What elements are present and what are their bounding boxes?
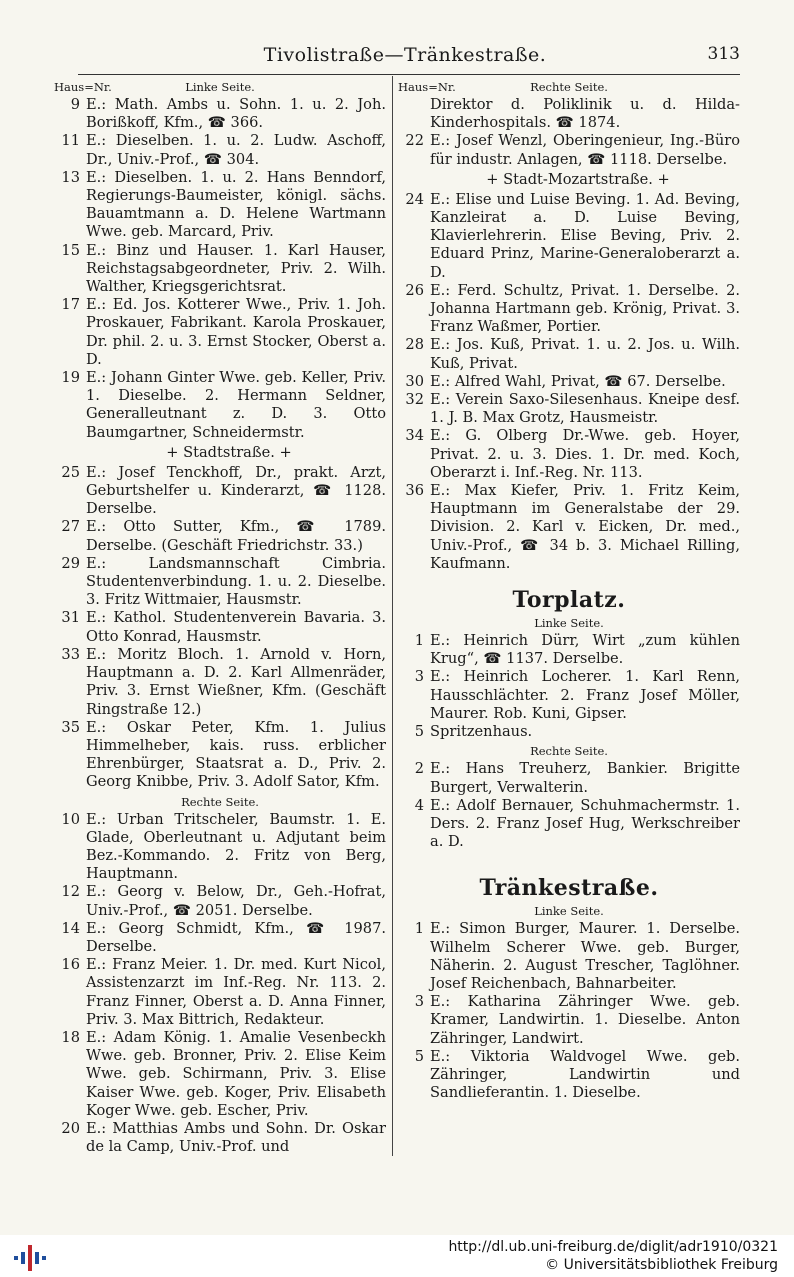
address-entry: [398, 723, 740, 741]
side-label: Rechte Seite.: [181, 794, 259, 809]
address-entry: [398, 282, 740, 337]
entry-text: E.: Moritz Bloch. 1. Arnold v. Horn, Hauptmann a. D. 2. Karl Allmenräder, Priv. 3. Ernst Wießner, Kfm. (Geschäft Ringstraße 12.): [86, 645, 386, 718]
house-number: 25: [61, 463, 80, 481]
address-entry: [54, 1120, 386, 1156]
house-number: 26: [405, 281, 424, 299]
address-entry: [54, 132, 386, 168]
source-url-link[interactable]: http://dl.ub.uni-freiburg.de/diglit/adr1910/0321: [448, 1239, 778, 1255]
entries-b: [398, 191, 740, 573]
entry-text: E.: Viktoria Waldvogel Wwe. geb. Zähringer, Landwirtin und Sandlieferantin. 1. Dieselbe.: [430, 1047, 740, 1102]
entries-c: [54, 811, 386, 1157]
spacer: [398, 851, 740, 861]
house-number-label: Haus=Nr.: [54, 80, 112, 94]
address-entry: [398, 336, 740, 372]
address-entry: [398, 482, 740, 573]
address-entry: [54, 242, 386, 297]
entry-text: E.: Franz Meier. 1. Dr. med. Kurt Nicol, Assistenzarzt im Inf.-Reg. Nr. 113. 2. Franz Finner, Oberst a. D. Anna Finner, Priv. 3. Max Bittrich, Redakteur.: [86, 956, 386, 1028]
entries-b: [54, 464, 386, 792]
house-number: 31: [61, 609, 80, 627]
address-entry: [54, 96, 386, 132]
address-entry: [54, 1029, 386, 1120]
traenkestrasse-left-entries: [398, 920, 740, 1102]
entry-text: E.: Jos. Kuß, Privat. 1. u. 2. Jos. u. Wilh. Kuß, Privat.: [430, 336, 740, 372]
entry-text: E.: Math. Ambs u. Sohn. 1. u. 2. Joh. Borißkoff, Kfm., ☎ 366.: [86, 96, 386, 132]
house-number: 3: [414, 668, 424, 686]
house-number: 36: [405, 482, 424, 500]
address-entry: [398, 632, 740, 668]
continuation-text: Direktor d. Poliklinik u. d. Hilda-Kinderhospitals. ☎ 1874.: [430, 96, 740, 132]
house-number: 24: [405, 190, 424, 208]
entry-text: E.: Josef Wenzl, Oberingenieur, Ing.-Büro für industr. Anlagen, ☎ 1118. Derselbe.: [430, 132, 740, 168]
entry-text: E.: Binz und Hauser. 1. Karl Hauser, Reichstagsabgeordneter, Priv. 2. Wilh. Walther, Kriegsgerichtsrat.: [86, 241, 386, 296]
address-entry: [54, 555, 386, 610]
ub-freiburg-logo-icon: [12, 1243, 52, 1273]
column-divider: [392, 76, 393, 1156]
house-number: 13: [61, 168, 80, 186]
house-number-label: Haus=Nr.: [398, 80, 456, 94]
entry-text: E.: Otto Sutter, Kfm., ☎ 1789. Derselbe. (Geschäft Friedrichstr. 33.): [86, 518, 386, 554]
address-entry: [398, 191, 740, 282]
house-number: 35: [61, 718, 80, 736]
viewer-footer: [0, 1235, 794, 1277]
column-heading: [54, 78, 386, 96]
entry-text: E.: Elise und Luise Beving. 1. Ad. Beving, Kanzleirat a. D. Luise Beving, Klavierlehrerin. Elise Beving, Priv. 2. Eduard Prinz, Marine-Generaloberarzt a. D.: [430, 190, 740, 281]
entry-text: E.: Heinrich Locherer. 1. Karl Renn, Hausschlächter. 2. Franz Josef Möller, Maurer. Rob. Kuni, Gipser.: [430, 668, 740, 722]
header-rule: [78, 74, 740, 75]
entry-text: E.: Matthias Ambs und Sohn. Dr. Oskar de la Camp, Univ.-Prof. und: [86, 1119, 386, 1156]
house-number: 19: [61, 369, 80, 387]
torplatz-right-entries: [398, 760, 740, 851]
entries-a: [54, 96, 386, 442]
side-label: Rechte Seite.: [530, 80, 608, 94]
house-number: 27: [61, 518, 80, 536]
address-entry: [54, 369, 386, 442]
entry-text: E.: Urban Tritscheler, Baumstr. 1. E. Glade, Oberleutnant u. Adjutant beim Bez.-Kommando. 2. Fritz von Berg, Hauptmann.: [86, 810, 386, 883]
left-column: [54, 78, 386, 1156]
side-label: Linke Seite.: [534, 616, 604, 631]
address-entry: [398, 797, 740, 852]
house-number: 1: [414, 632, 424, 650]
entry-text: E.: G. Olberg Dr.-Wwe. geb. Hoyer, Privat. 2. u. 3. Dies. 1. Dr. med. Koch, Oberarzt i. Inf.-Reg. Nr. 113.: [430, 427, 740, 481]
section-title-torplatz: Torplatz.: [512, 587, 626, 614]
house-number: 15: [61, 241, 80, 259]
entry-text: E.: Dieselben. 1. u. 2. Hans Benndorf, Regierungs-Baumeister, königl. sächs. Bauamtmann a. D. Helene Wartmann Wwe. geb. Marcard, Priv.: [86, 168, 386, 241]
house-number: 12: [61, 883, 80, 901]
copyright-notice: © Universitätsbibliothek Freiburg: [545, 1257, 778, 1273]
house-number: 22: [405, 132, 424, 150]
entry-text: E.: Dieselben. 1. u. 2. Ludw. Aschoff, Dr., Univ.-Prof., ☎ 304.: [86, 132, 386, 168]
entry-text: E.: Ed. Jos. Kotterer Wwe., Priv. 1. Joh. Proskauer, Fabrikant. Karola Proskauer, Dr. phil. 2. u. 3. Ernst Stocker, Oberst a. D.: [86, 296, 386, 368]
address-entry: [54, 920, 386, 956]
address-entry: [398, 391, 740, 427]
entry-text: E.: Simon Burger, Maurer. 1. Derselbe. Wilhelm Scherer Wwe. geb. Burger, Näherin. 2. August Trescher, Taglöhner. Josef Reichenbach, Bahnarbeiter.: [430, 920, 740, 992]
address-entry: [54, 609, 386, 645]
right-column: [398, 78, 740, 1102]
address-entry: [398, 1048, 740, 1103]
address-entry: [398, 132, 740, 168]
house-number: 4: [414, 796, 424, 814]
address-entry: [54, 169, 386, 242]
house-number: 16: [61, 956, 80, 974]
entry-text: E.: Oskar Peter, Kfm. 1. Julius Himmelheber, kais. russ. erblicher Ehrenbürger, Staatsrat a. D., Priv. 2. Georg Knibbe, Priv. 3. Adolf Sator, Kfm.: [86, 718, 386, 791]
house-number: 11: [61, 132, 80, 150]
entry-text: E.: Georg Schmidt, Kfm., ☎ 1987. Derselbe.: [86, 919, 386, 955]
side-label: Linke Seite.: [185, 80, 255, 94]
entry-text: E.: Georg v. Below, Dr., Geh.-Hofrat, Univ.-Prof., ☎ 2051. Derselbe.: [86, 883, 386, 919]
page-number: 313: [707, 44, 740, 64]
house-number: 34: [405, 427, 424, 445]
entry-text: E.: Ferd. Schultz, Privat. 1. Derselbe. 2. Johanna Hartmann geb. Krönig, Privat. 3. Franz Waßmer, Portier.: [430, 281, 740, 336]
column-heading: [398, 78, 740, 96]
cross-street-label: + Stadt-Mozartstraße. +: [486, 170, 670, 188]
address-entry: [54, 811, 386, 884]
house-number: 33: [61, 645, 80, 663]
address-entry: [54, 464, 386, 519]
entry-text: E.: Josef Tenckhoff, Dr., prakt. Arzt, Geburtshelfer u. Kinderarzt, ☎ 1128. Derselbe.: [86, 463, 386, 518]
house-number: 28: [405, 336, 424, 354]
entry-text: E.: Kathol. Studentenverein Bavaria. 3. Otto Konrad, Hausmstr.: [86, 609, 386, 645]
address-entry: [54, 646, 386, 719]
entry-text: Spritzenhaus.: [430, 723, 533, 741]
side-label: Linke Seite.: [534, 904, 604, 919]
address-entry: [398, 760, 740, 796]
running-title: Tivolistraße—Tränkestraße.: [263, 44, 547, 66]
cross-street-label: + Stadtstraße. +: [166, 443, 292, 461]
house-number: 9: [70, 96, 80, 113]
page-header: [70, 44, 740, 72]
address-entry: [398, 373, 740, 391]
entry-text: E.: Adam König. 1. Amalie Vesenbeckh Wwe. geb. Bronner, Priv. 2. Elise Keim Wwe. geb. Schirmann, Priv. 3. Elise Kaiser Wwe. geb. Koger, Priv. Elisabeth Koger Wwe. geb. Escher, Priv.: [86, 1028, 386, 1119]
section-title-traenkestrasse: Tränkestraße.: [479, 875, 659, 902]
house-number: 32: [405, 391, 424, 409]
entry-text: E.: Katharina Zähringer Wwe. geb. Kramer, Landwirtin. 1. Dieselbe. Anton Zähringer, Landwirt.: [430, 993, 740, 1047]
house-number: 5: [414, 1047, 424, 1065]
house-number: 18: [61, 1028, 80, 1046]
address-entry: [398, 668, 740, 723]
house-number: 29: [61, 554, 80, 572]
house-number: 17: [61, 296, 80, 314]
address-entry: [54, 719, 386, 792]
house-number: 14: [61, 919, 80, 937]
entry-text: E.: Johann Ginter Wwe. geb. Keller, Priv. 1. Dieselbe. 2. Hermann Seldner, Generalleutnant z. D. 3. Otto Baumgartner, Schneidermstr.: [86, 369, 386, 441]
entries-a: [398, 132, 740, 168]
address-entry: [398, 920, 740, 993]
entry-text: E.: Alfred Wahl, Privat, ☎ 67. Derselbe.: [430, 372, 726, 390]
house-number: 30: [405, 372, 424, 390]
address-entry: [54, 956, 386, 1029]
entry-text: E.: Landsmannschaft Cimbria. Studentenverbindung. 1. u. 2. Dieselbe. 3. Fritz Wittmaier, Hausmstr.: [86, 554, 386, 609]
entry-text: E.: Hans Treuherz, Bankier. Brigitte Burgert, Verwalterin.: [430, 760, 740, 796]
side-label: Rechte Seite.: [530, 744, 608, 759]
address-entry: [398, 427, 740, 482]
entry-text: E.: Max Kiefer, Priv. 1. Fritz Keim, Hauptmann im Generalstabe der 29. Division. 2. Karl v. Eicken, Dr. med., Univ.-Prof., ☎ 34 b. 3. Michael Rilling, Kaufmann.: [430, 482, 740, 572]
entry-text: E.: Verein Saxo-Silesenhaus. Kneipe desf. 1. J. B. Max Grotz, Hausmeistr.: [430, 391, 740, 427]
entry-text: E.: Adolf Bernauer, Schuhmachermstr. 1. Ders. 2. Franz Josef Hug, Werkschreiber a. D.: [430, 796, 740, 851]
entry-text: E.: Heinrich Dürr, Wirt „zum kühlen Krug“, ☎ 1137. Derselbe.: [430, 632, 740, 668]
torplatz-left-entries: [398, 632, 740, 741]
address-entry: [398, 993, 740, 1048]
address-entry: [54, 883, 386, 919]
house-number: 1: [414, 920, 424, 938]
house-number: 3: [414, 993, 424, 1011]
house-number: 5: [414, 723, 424, 741]
address-entry: [54, 296, 386, 369]
house-number: 2: [414, 760, 424, 778]
house-number: 20: [61, 1119, 80, 1137]
house-number: 10: [61, 810, 80, 828]
address-entry: [54, 518, 386, 554]
